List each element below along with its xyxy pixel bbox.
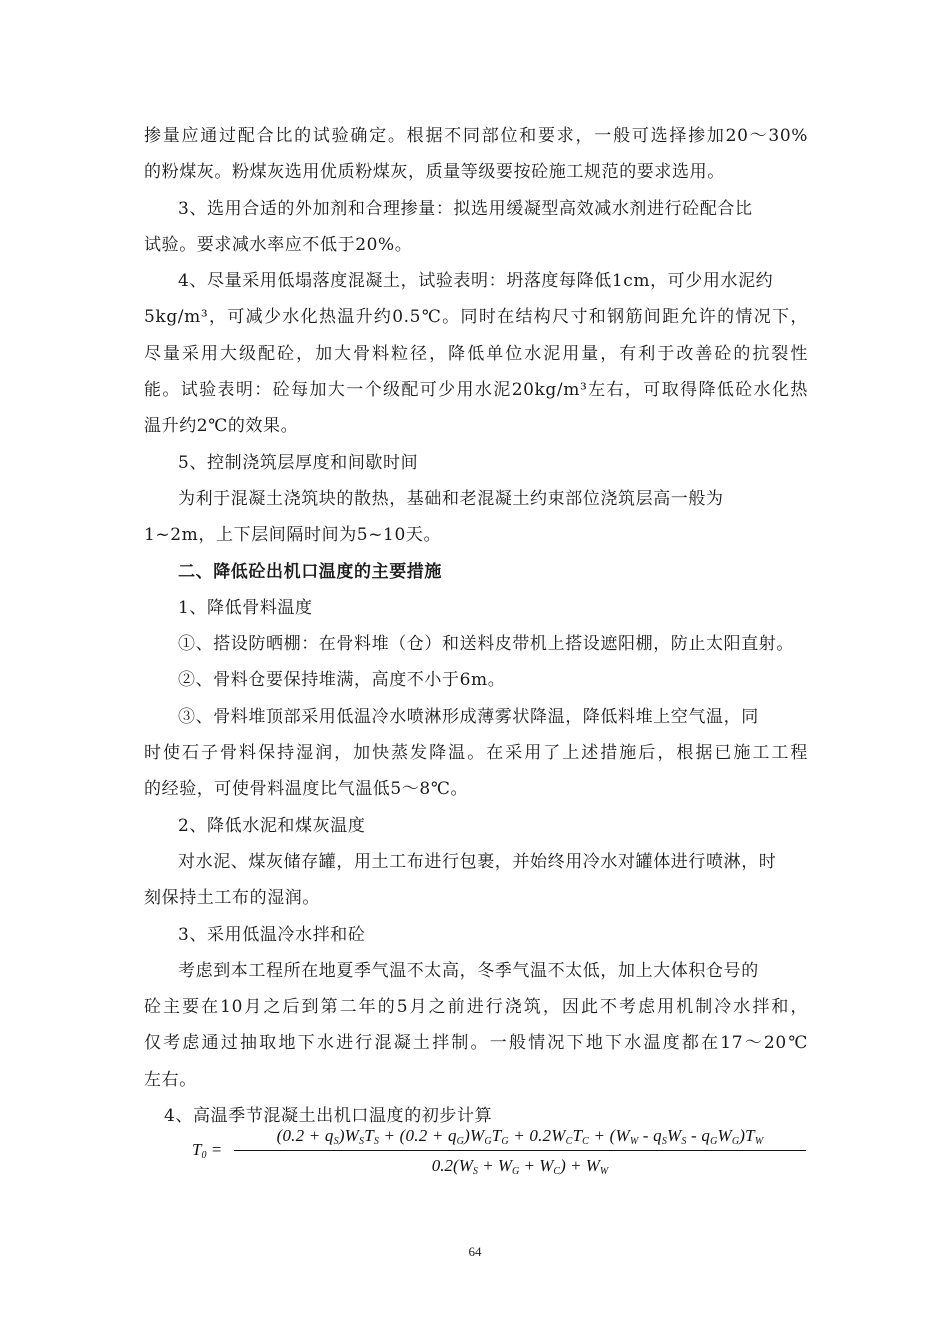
text-line: 为利于混凝土浇筑块的散热，基础和老混凝土约束部位浇筑层高一般为 (178, 488, 724, 509)
text-line: 3、选用合适的外加剂和合理掺量：拟选用缓凝型高效减水剂进行砼配合比 (178, 198, 753, 219)
outlet-temperature-formula (192, 1126, 812, 1184)
text-line: ③、骨料堆顶部采用低温冷水喷淋形成薄雾状降温，降低料堆上空气温，同 (178, 706, 759, 727)
text-line: 仅考虑通过抽取地下水进行混凝土拌制。一般情况下地下水温度都在17～20℃ (144, 1033, 808, 1054)
text-line: 4、尽量采用低塌落度混凝土，试验表明：坍落度每降低1cm，可少用水泥约 (178, 271, 774, 292)
text-line: 的粉煤灰。粉煤灰选用优质粉煤灰，质量等级要按砼施工规范的要求选用。 (144, 162, 725, 183)
text-line: 刻保持土工布的湿润。 (144, 888, 320, 909)
text-line: 温升约2℃的效果。 (144, 416, 299, 437)
text-line: 时使石子骨料保持湿润，加快蒸发降温。在采用了上述措施后，根据已施工工程 (144, 743, 808, 764)
text-line: 砼主要在10月之后到第二年的5月之前进行浇筑，因此不考虑用机制冷水拌和， (144, 997, 808, 1018)
formula-lhs: $T_0$ = (192, 1140, 223, 1161)
text-line: 4、高温季节混凝土出机口温度的初步计算 (164, 1106, 493, 1127)
text-line: 1、降低骨料温度 (178, 597, 313, 618)
section-heading: 二、降低砼出机口温度的主要措施 (178, 561, 442, 582)
formula-numerator: $(0.2 + q_S)W_ST_S + (0.2 + q_G)W_GT_G + 0.2W_CT_C + (W_W - q_SW_S - q_GW_G)T_W$ (276, 1126, 764, 1147)
text-line: 1~2m，上下层间隔时间为5~10天。 (144, 525, 442, 546)
text-line: ②、骨料仓要保持堆满，高度不小于6m。 (178, 670, 506, 691)
text-line: 对水泥、煤灰储存罐，用土工布进行包裹，并始终用冷水对罐体进行喷淋，时 (178, 851, 777, 872)
text-line: 能。试验表明：砼每加大一个级配可少用水泥20kg/m³左右，可取得降低砼水化热 (144, 380, 808, 401)
text-line: 试验。要求减水率应不低于20%。 (144, 234, 413, 255)
formula-denominator: $0.2(W_S + W_G + W_C) + W_W$ (431, 1156, 609, 1177)
document-body (144, 118, 808, 1134)
text-line: 掺量应通过配合比的试验确定。根据不同部位和要求，一般可选择掺加20～30% (144, 126, 808, 146)
text-line: 左右。 (144, 1069, 197, 1090)
page-number: 64 (468, 1244, 482, 1259)
text-line: 2、降低水泥和煤灰温度 (178, 815, 366, 836)
text-line: 5、控制浇筑层厚度和间歇时间 (178, 452, 419, 473)
text-line: 考虑到本工程所在地夏季气温不太高，冬季气温不太低，加上大体积仓号的 (178, 960, 759, 981)
text-line: 尽量采用大级配砼，加大骨料粒径，降低单位水泥用量，有利于改善砼的抗裂性 (144, 343, 808, 364)
text-line: ①、搭设防晒棚：在骨料堆（仓）和送料皮带机上搭设遮阳棚，防止太阳直射。 (178, 634, 794, 655)
formula-fraction-bar (234, 1150, 806, 1151)
text-line: 5kg/m³，可减少水化热温升约0.5℃。同时在结构尺寸和钢筋间距允许的情况下， (144, 307, 808, 328)
text-line: 3、采用低温冷水拌和砼 (178, 924, 366, 945)
text-line: 的经验，可使骨料温度比气温低5～8℃。 (144, 779, 469, 800)
